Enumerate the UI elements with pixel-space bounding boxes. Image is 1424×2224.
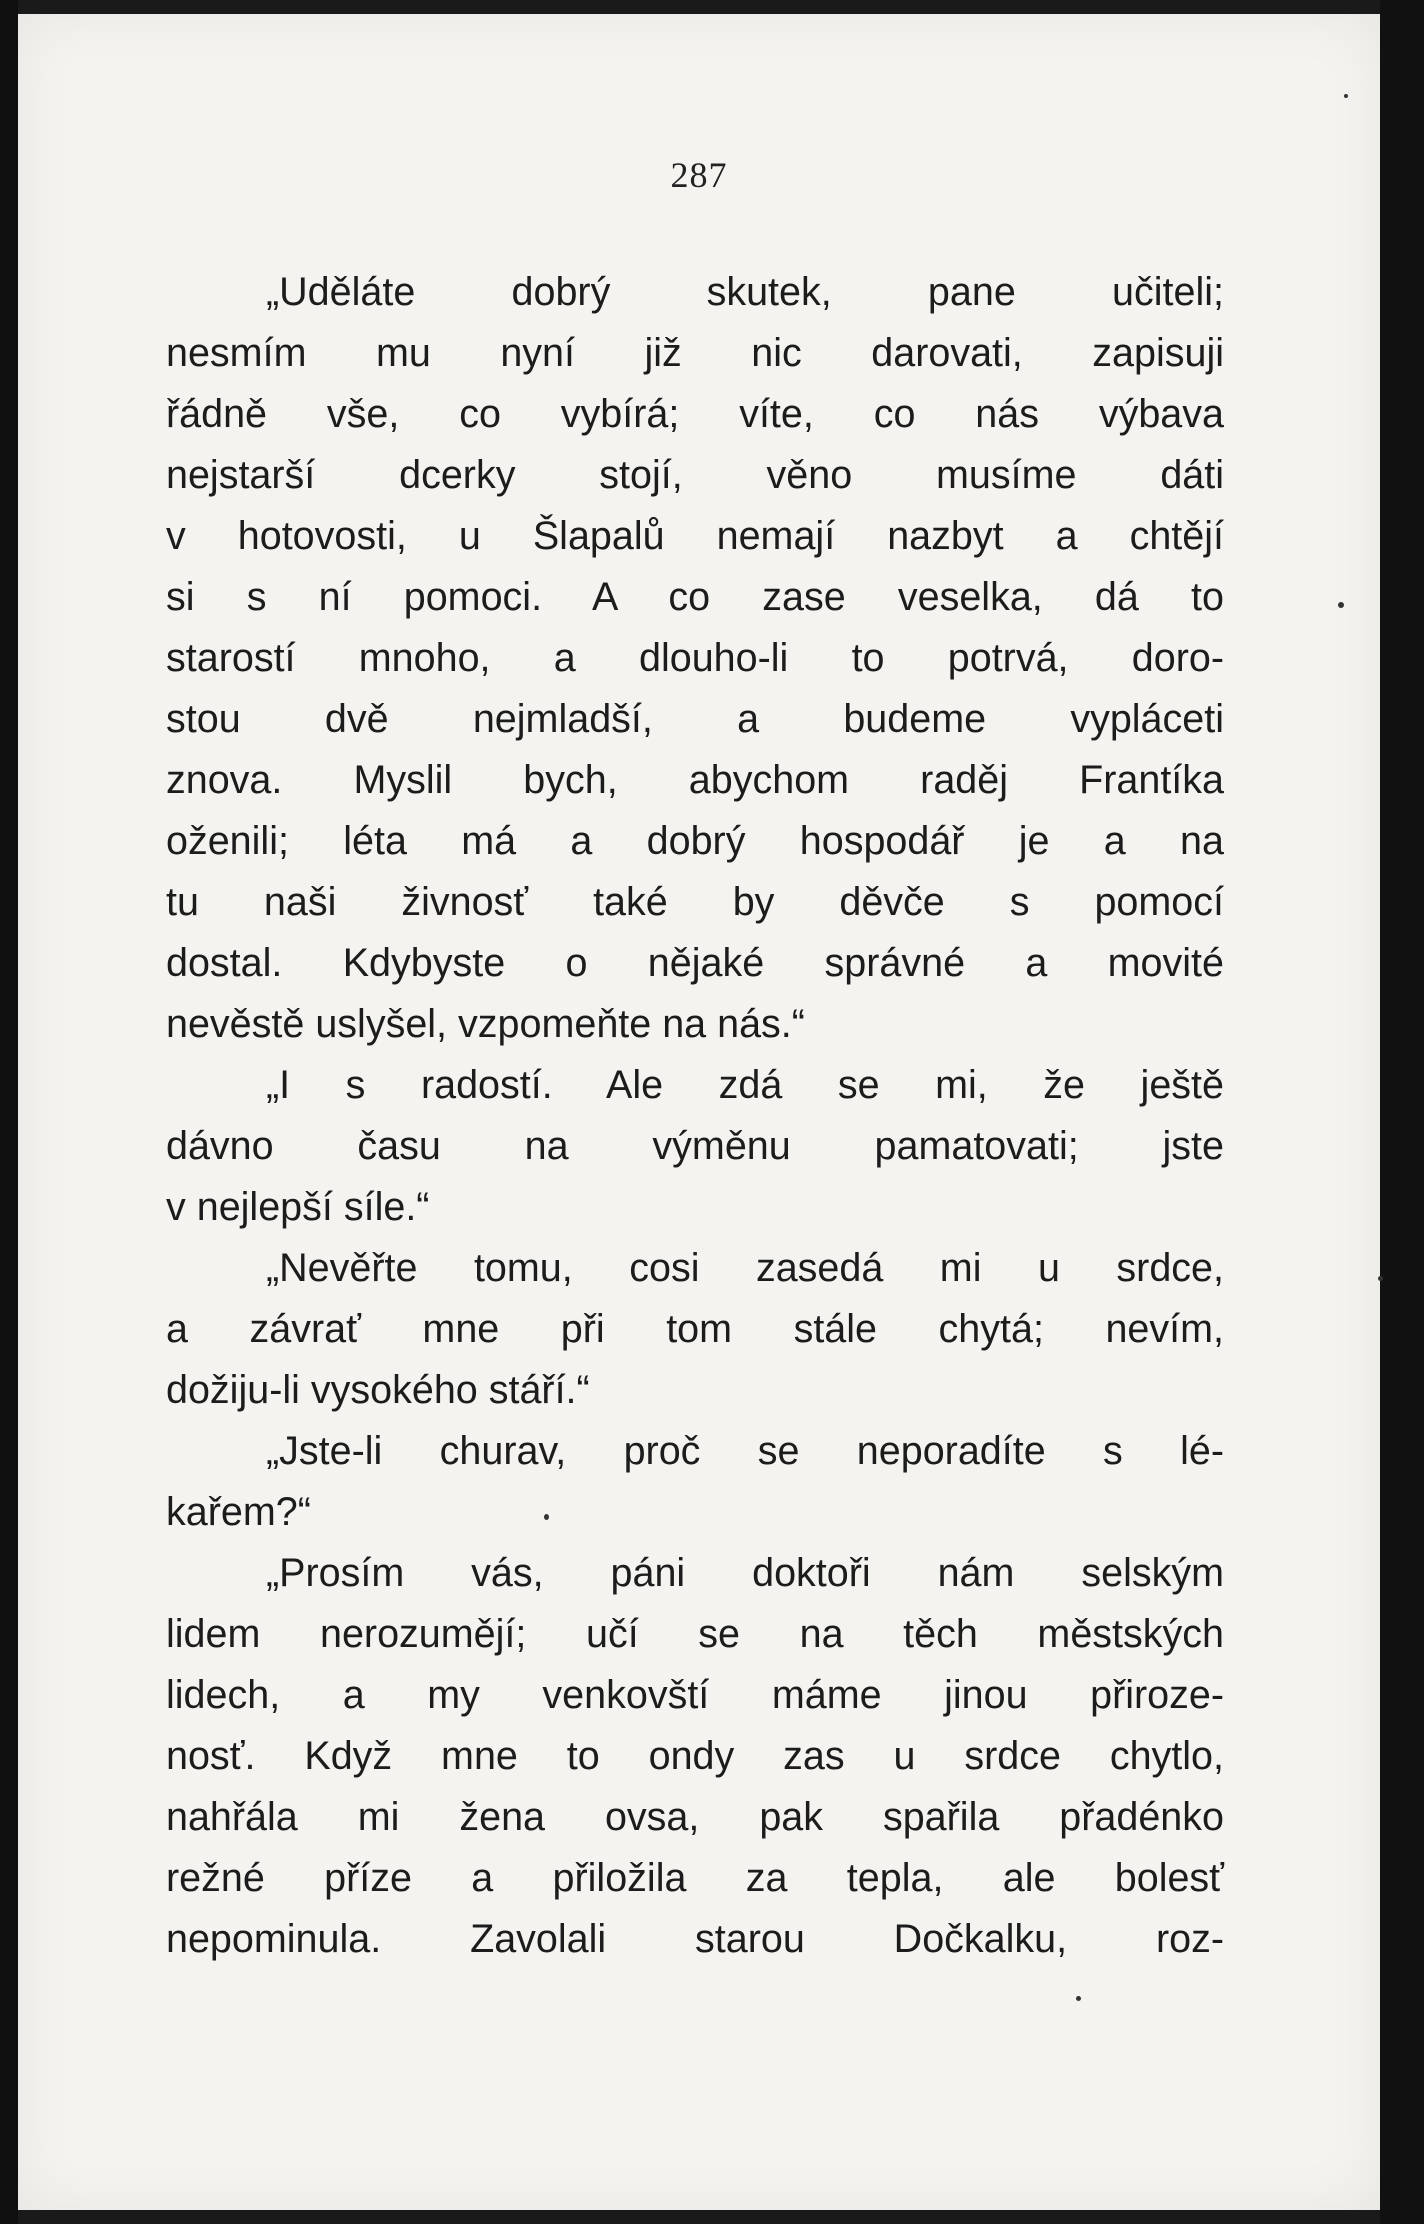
text-line: nepominula. Zavolali starou Dočkalku, roz- (166, 1917, 1224, 1961)
text-line: v hotovosti, u Šlapalů nemají nazbyt a chtějí (166, 514, 1224, 558)
page-right-edge (1380, 0, 1424, 2224)
text-line: tu naši živnosť také by děvče s pomocí (166, 880, 1224, 924)
ink-speck (544, 1514, 549, 1520)
text-line: lidem nerozumějí; učí se na těch městských (166, 1612, 1224, 1656)
text-line: nejstarší dcerky stojí, věno musíme dáti (166, 453, 1224, 497)
text-line: nahřála mi žena ovsa, pak spařila přadénko (166, 1795, 1224, 1839)
page-number: 287 (670, 155, 728, 195)
text-line: dávno času na výměnu pamatovati; jste (166, 1124, 1224, 1168)
text-line: dostal. Kdybyste o nějaké správné a movité (166, 941, 1224, 985)
text-line: nevěstě uslyšel, vzpomeňte na nás.“ (166, 1002, 805, 1046)
text-line: dožiju-li vysokého stáří.“ (166, 1368, 590, 1412)
text-line: režné příze a přiložila za tepla, ale bolesť (166, 1856, 1224, 1900)
page-left-edge (0, 0, 18, 2224)
text-line: nosť. Když mne to ondy zas u srdce chytlo, (166, 1734, 1224, 1778)
text-line: nesmím mu nyní již nic darovati, zapisuji (166, 331, 1224, 375)
text-line: kařem?“ (166, 1490, 311, 1534)
text-line: stou dvě nejmladší, a budeme vypláceti (166, 697, 1224, 741)
text-line: lidech, a my venkovští máme jinou přiroze- (166, 1673, 1224, 1717)
text-line: a závrať mne při tom stále chytá; nevím, (166, 1307, 1224, 1351)
text-line: „Nevěřte tomu, cosi zasedá mi u srdce, (266, 1246, 1224, 1290)
text-line: řádně vše, co vybírá; víte, co nás výbava (166, 392, 1224, 436)
ink-speck (1076, 1996, 1081, 2001)
text-line: starostí mnoho, a dlouho-li to potrvá, doro- (166, 636, 1224, 680)
text-line: znova. Myslil bych, abychom raděj Frantíka (166, 758, 1224, 802)
ink-speck (1378, 1276, 1383, 1281)
text-line: „Prosím vás, páni doktoři nám selským (266, 1551, 1224, 1595)
ink-speck (1338, 602, 1344, 608)
text-line: oženili; léta má a dobrý hospodář je a na (166, 819, 1224, 863)
text-line: v nejlepší síle.“ (166, 1185, 430, 1229)
text-line: „Jste-li churav, proč se neporadíte s lé- (266, 1429, 1224, 1473)
ink-speck (1344, 94, 1348, 98)
body-text (166, 262, 1224, 1970)
book-page (18, 14, 1380, 2210)
text-line: „I s radostí. Ale zdá se mi, že ještě (266, 1063, 1224, 1107)
text-line: „Uděláte dobrý skutek, pane učiteli; (266, 270, 1224, 314)
text-line: si s ní pomoci. A co zase veselka, dá to (166, 575, 1224, 619)
